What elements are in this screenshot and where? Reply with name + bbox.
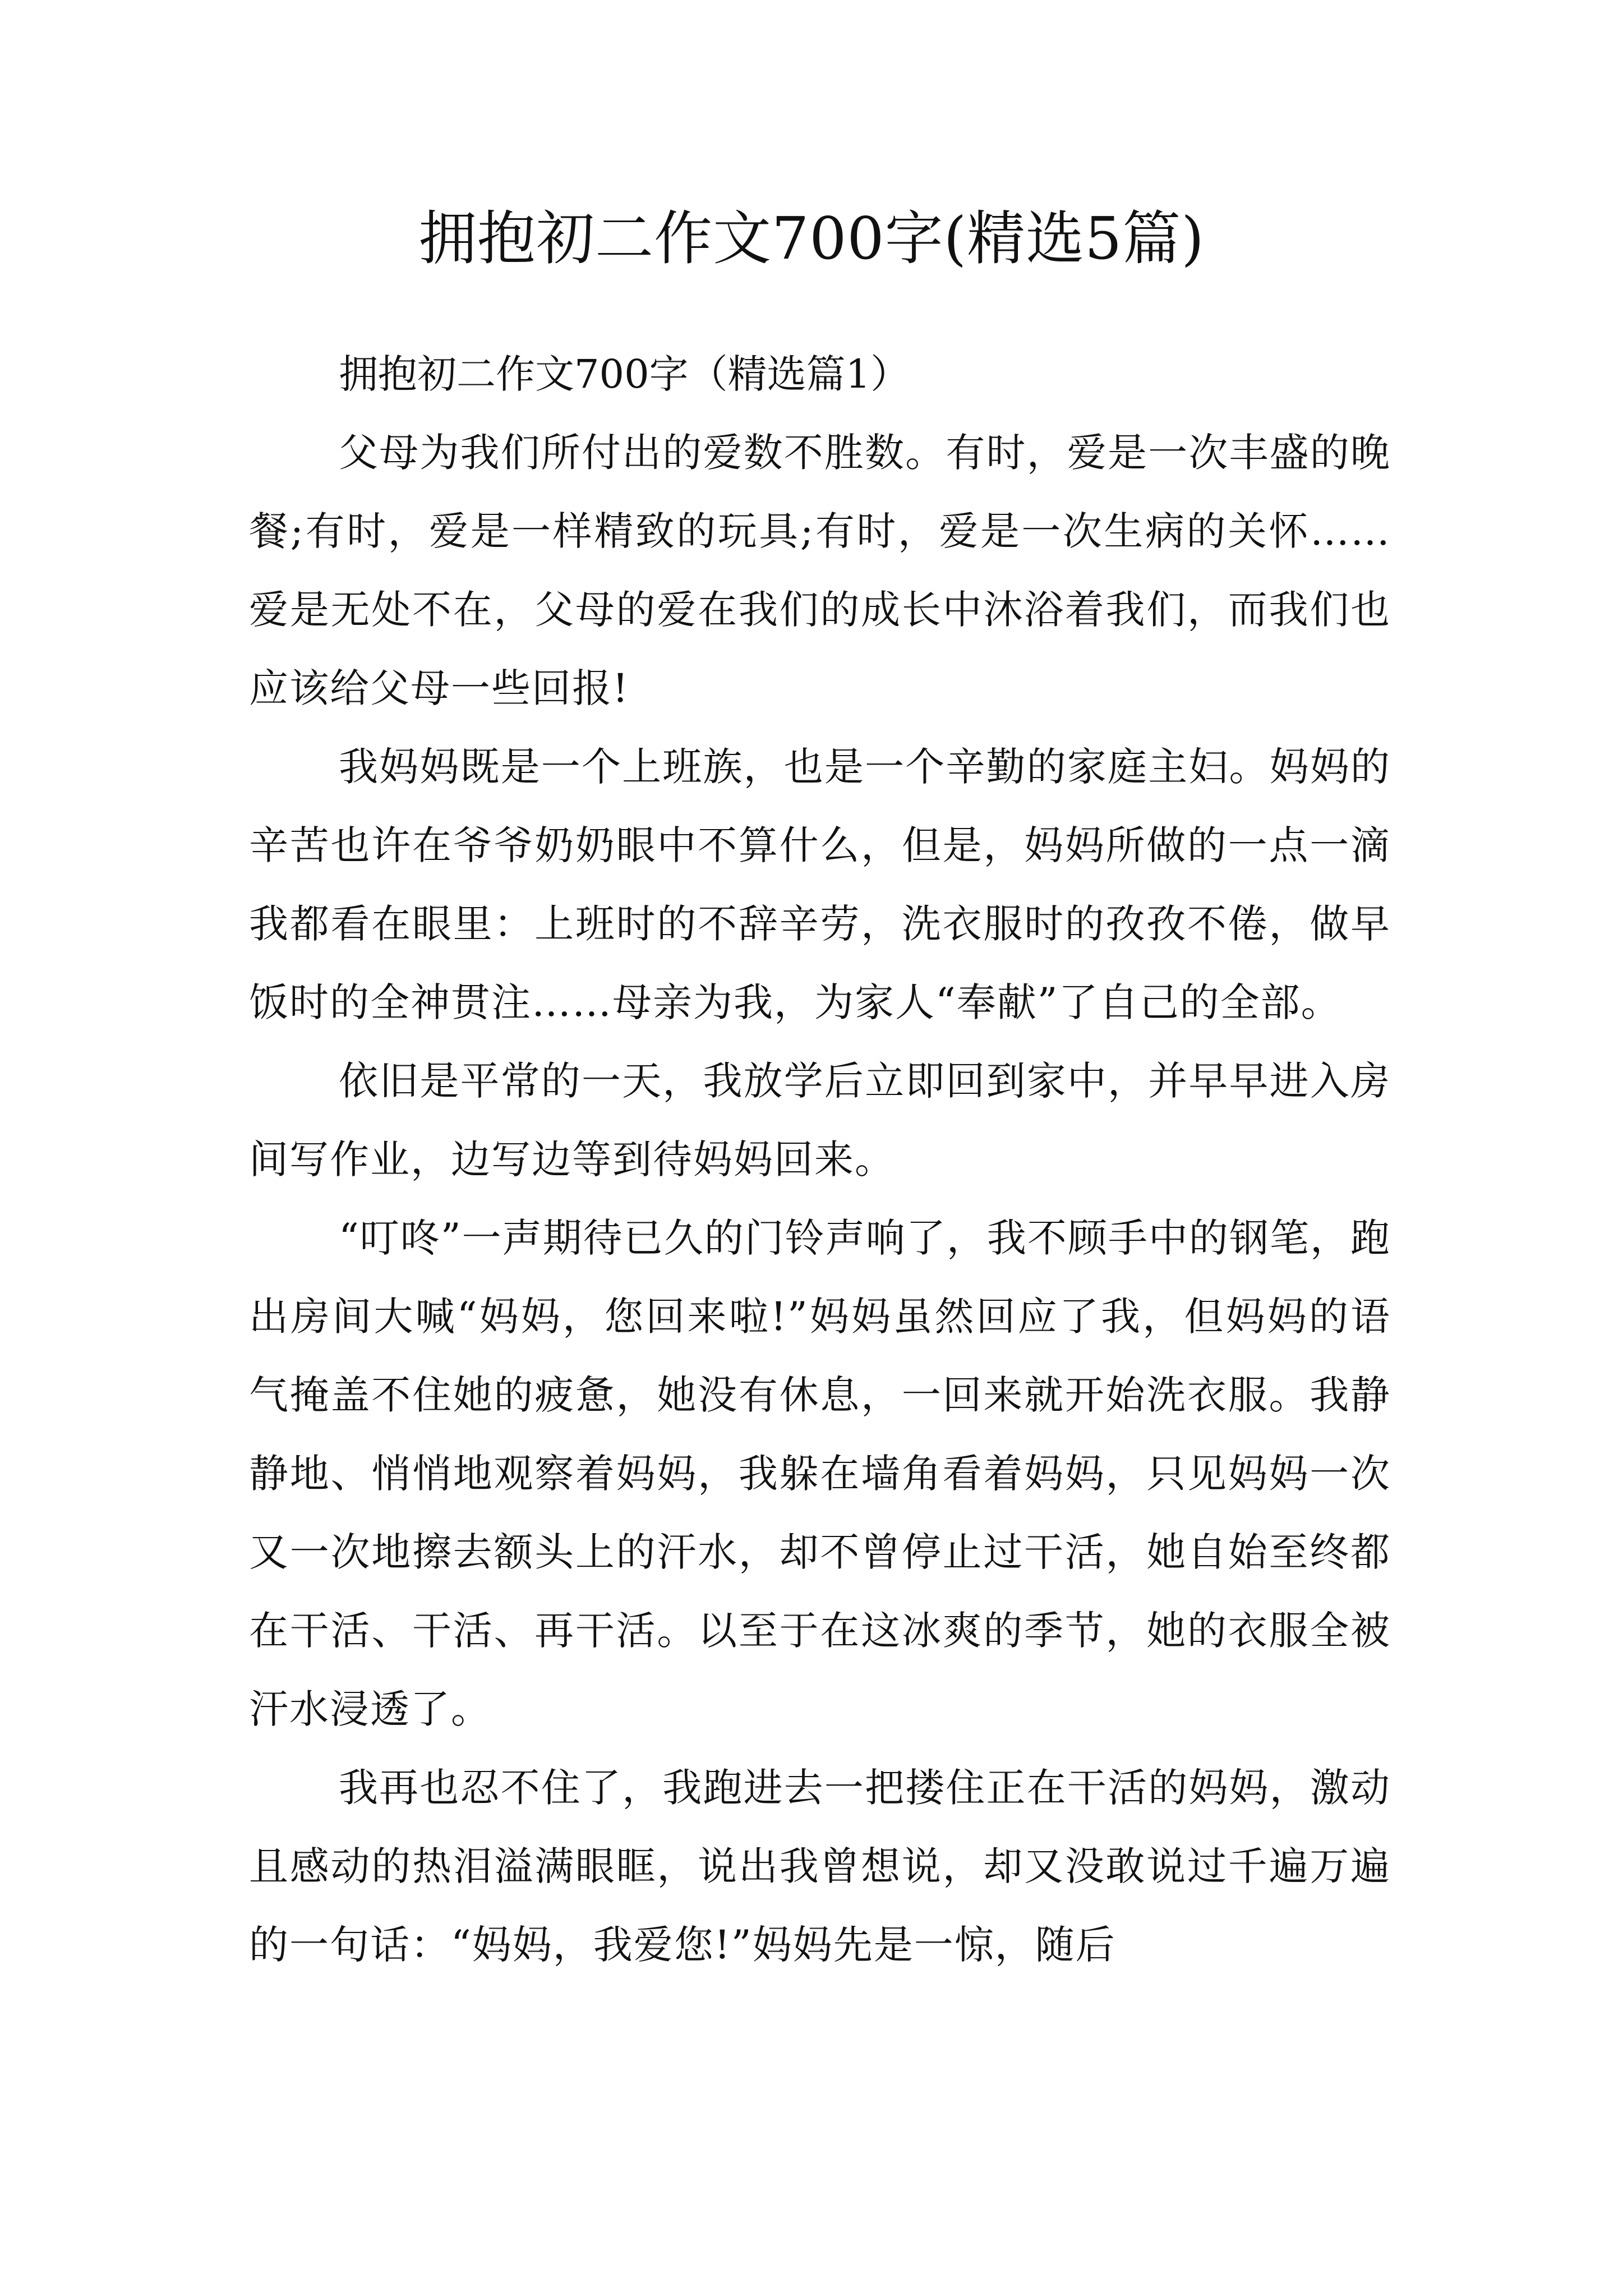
document-title: 拥抱初二作文700字(精选5篇) — [418, 204, 1205, 273]
paragraph-4: “叮咚”一声期待已久的门铃声响了，我不顾手中的钢笔，跑出房间大喊“妈妈，您回来啦!”妈妈虽然回应了我，但妈妈的语气掩盖不住她的疲惫，她没有休息，一回来就开始洗衣服。我静静地、悄悄地观察着妈妈，我躲在墙角看着妈妈，只见妈妈一次又一次地擦去额头上的汗水，却不曾停止过干活，她自始至终都在干活、干活、再干活。以至于在这冰爽的季节，她的衣服全被汗水浸透了。 — [249, 1215, 1391, 1732]
section-heading: 拥抱初二作文700字（精选篇1） — [339, 351, 910, 397]
paragraph-1: 父母为我们所付出的爱数不胜数。有时，爱是一次丰盛的晚餐;有时，爱是一样精致的玩具;有时，爱是一次生病的关怀……爱是无处不在，父母的爱在我们的成长中沐浴着我们，而我们也应该给父母一些回报! — [249, 430, 1391, 711]
document-body — [249, 335, 1391, 1984]
paragraph-3: 依旧是平常的一天，我放学后立即回到家中，并早早进入房间写作业，边写边等到待妈妈回来。 — [249, 1058, 1391, 1182]
paragraph-5: 我再也忍不住了，我跑进去一把搂住正在干活的妈妈，激动且感动的热泪溢满眼眶，说出我曾想说，却又没敢说过千遍万遍的一句话：“妈妈，我爱您!”妈妈先是一惊，随后 — [249, 1765, 1391, 1968]
paragraph-2: 我妈妈既是一个上班族，也是一个辛勤的家庭主妇。妈妈的辛苦也许在爷爷奶奶眼中不算什么，但是，妈妈所做的一点一滴我都看在眼里：上班时的不辞辛劳，洗衣服时的孜孜不倦，做早饭时的全神贯注……母亲为我，为家人“奉献”了自己的全部。 — [249, 744, 1391, 1025]
